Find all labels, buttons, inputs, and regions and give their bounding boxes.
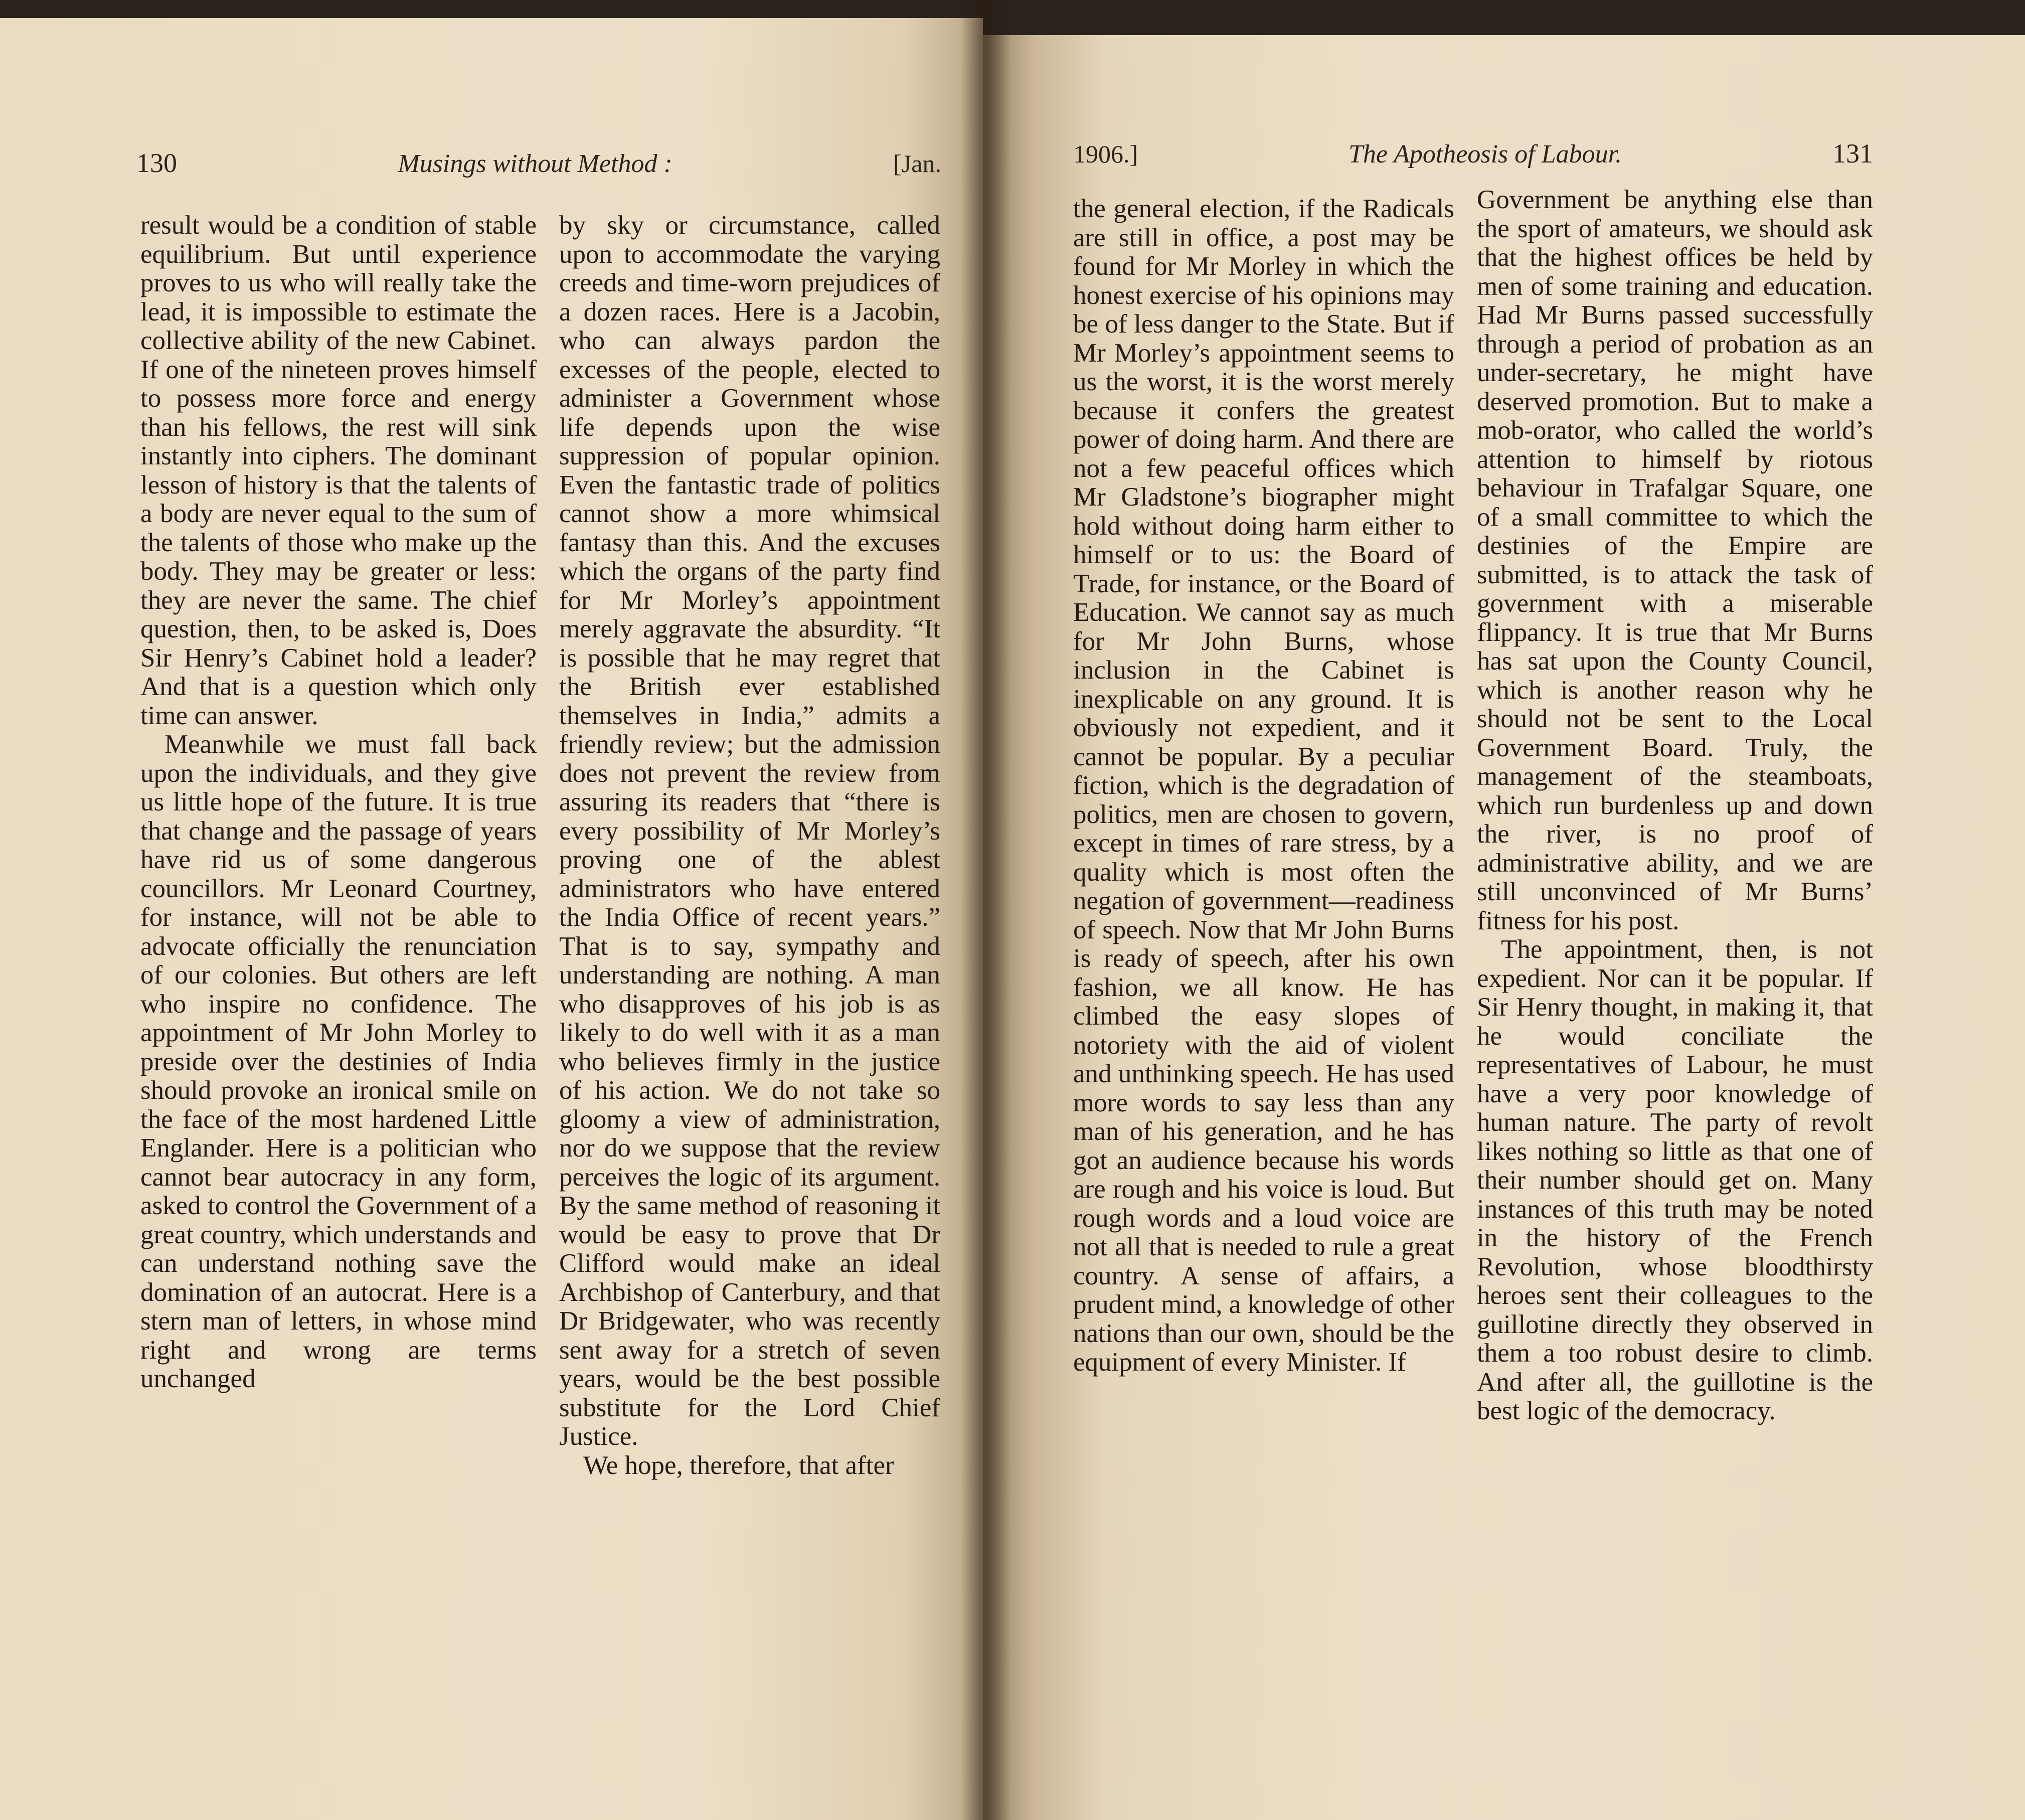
- page-number-right: 131: [1832, 138, 1873, 169]
- left-column-2: [559, 211, 940, 1661]
- running-title-left: Musings without Method :: [398, 149, 672, 178]
- left-column-1: [140, 211, 537, 1661]
- right-page: [983, 0, 2025, 1820]
- paragraph: the general election, if the Radicals are still in office, a post may be found for Mr Morley in which the honest exercise of his opinions may be of less danger to the State. But if Mr Morley’s appointment seems to us the worst, it is the worst merely because it confers the greatest power of doing harm. And there are not a few peaceful offices which Mr Gladstone’s biographer might hold without doing harm either to himself or to us: the Board of Trade, for instance, or the Board of Education. We cannot say as much for Mr John Burns, whose inclusion in the Cabinet is inexplicable on any ground. It is obviously not expedient, and it cannot be popular. By a peculiar fiction, which is the degradation of politics, men are chosen to govern, except in times of rare stress, by a quality which is most often the negation of government—readiness of speech. Now that Mr John Burns is ready of speech, after his own fashion, we all know. He has climbed the easy slopes of notoriety with the aid of violent and unthinking speech. He has used more words to say less than any man of his generation, and he has got an audience because his words are rough and his voice is loud. But rough words and a loud voice are not all that is needed to rule a great country. A sense of affairs, a prudent mind, a knowledge of other nations than our own, should be the equipment of every Minister. If: [1073, 194, 1454, 1377]
- right-page-header: [1073, 138, 1873, 169]
- left-page: [0, 0, 983, 1820]
- paragraph: We hope, therefore, that after: [583, 1450, 894, 1480]
- paragraph: Government be anything else than the sport of amateurs, we should ask that the highest offices be held by men of some training and education. Had Mr Burns passed successfully through a period of probation as an under-secretary, he might have deserved promotion. But to make a mob-orator, who called the world’s attention to himself by riotous behaviour in Trafalgar Square, one of a small committee to which the destinies of the Empire are submitted, is to attack the task of government with a miserable flippancy. It is true that Mr Burns has sat upon the County Council, which is another reason why he should not be sent to the Local Government Board. Truly, the management of the steamboats, which run burdenless up and down the river, is no proof of administrative ability, and we are still unconvinced of Mr Burns’ fitness for his post.: [1477, 185, 1873, 935]
- paragraph: Meanwhile we must fall back upon the individuals, and they give us little hope of the future. It is true that change and the passage of years have rid us of some dangerous councillors. Mr Leonard Courtney, for instance, will not be able to advocate officially the renunciation of our colonies. But others are left who inspire no confidence. The appointment of Mr John Morley to preside over the destinies of India should provoke an ironical smile on the face of the most hardened Little Englander. Here is a politician who cannot bear autocracy in any form, asked to control the Government of a great country, which understands and can understand nothing save the domination of an autocrat. Here is a stern man of letters, in whose mind right and wrong are terms unchanged: [140, 730, 537, 1393]
- running-title-right: The Apotheosis of Labour.: [1348, 140, 1622, 169]
- paragraph: result would be a condition of stable equilibrium. But until experience proves to us who will really take the lead, it is impossible to estimate the collective ability of the new Cabinet. If one of the nineteen proves himself to possess more force and energy than his fellows, the rest will sink instantly into ciphers. The dominant lesson of history is that the talents of a body are never equal to the sum of the talents of those who make up the body. They may be greater or less: they are never the same. The chief question, then, to be asked is, Does Sir Henry’s Cabinet hold a leader? And that is a question which only time can answer.: [140, 211, 537, 730]
- date-left: [Jan.: [893, 149, 941, 178]
- paragraph: by sky or circumstance, called upon to accommodate the varying creeds and time-worn prejudices of a dozen races. Here is a Jacobin, who can always pardon the excesses of the people, elected to administer a Government whose life depends upon the wise suppression of popular opinion. Even the fantastic trade of politics cannot show a more whimsical fantasy than this. And the excuses which the organs of the party find for Mr Morley’s appointment merely aggravate the absurdity. “It is possible that he may regret that the British ever established themselves in India,” admits a friendly review; but the admission does not prevent the review from assuring its readers that “there is every possibility of Mr Morley’s proving one of the ablest administrators who have entered the India Office of recent years.” That is to say, sympathy and understanding are nothing. A man who disapproves of his job is as likely to do well with it as a man who believes firmly in the justice of his action. We do not take so gloomy a view of administration, nor do we suppose that the review perceives the logic of its argument. By the same method of reasoning it would be easy to prove that Dr Clifford would make an ideal Archbishop of Canterbury, and that Dr Bridgewater, who was recently sent away for a stretch of seven years, would be the best possible substitute for the Lord Chief Justice.: [559, 211, 940, 1451]
- paragraph: The appointment, then, is not expedient. Nor can it be popular. If Sir Henry thought, in making it, that he would conciliate the representatives of Labour, he must have a very poor knowledge of human nature. The party of revolt likes nothing so little as that one of their number should get on. Many instances of this truth may be noted in the history of the French Revolution, whose bloodthirsty heroes sent their colleagues to the guillotine directly they observed in them a too robust desire to climb. And after all, the guillotine is the best logic of the democracy.: [1477, 935, 1873, 1425]
- date-right: 1906.]: [1073, 140, 1138, 168]
- left-page-header: [136, 147, 941, 179]
- right-column-2: [1477, 186, 1873, 1635]
- page-number-left: 130: [136, 148, 177, 178]
- right-column-1: [1073, 195, 1454, 1644]
